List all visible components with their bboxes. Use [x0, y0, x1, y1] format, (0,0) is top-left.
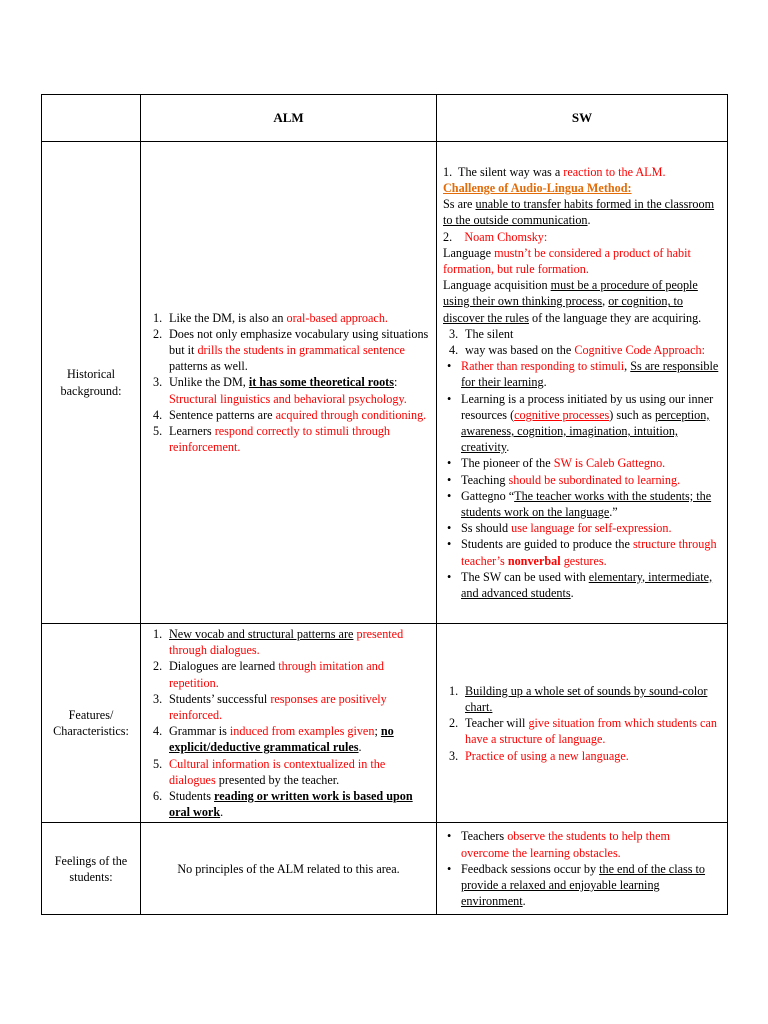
- list-item: 1. New vocab and structural patterns are presented through dialogues.: [153, 627, 404, 658]
- list-item: 5. Learners respond correctly to stimuli through reinforcement.: [153, 424, 391, 455]
- bullet-item: • Students are guided to produce the structure through teacher’s nonverbal gestures.: [447, 537, 717, 568]
- bullet-item: • Teaching should be subordinated to learning.: [447, 472, 681, 487]
- sw-historical-cell: [437, 142, 728, 624]
- list-item: 2. Dialogues are learned through imitation and repetition.: [153, 659, 384, 690]
- list-item: 2. Noam Chomsky:: [443, 229, 548, 244]
- table-row-features: [42, 624, 728, 823]
- list-item: 3. Students’ successful responses are positively reinforced.: [153, 691, 387, 723]
- list-item: 6. Students reading or written work is based upon oral work.: [153, 789, 413, 820]
- sw-features-cell: [437, 624, 728, 823]
- bullet-item: • Learning is a process initiated by us using our inner resources (cognitive processes) such as perception, awareness, cognition, imagination, intuition, creativity.: [447, 391, 714, 455]
- list-item: 5. Cultural information is contextualized in the dialogues presented by the teacher.: [153, 756, 386, 787]
- text-line: Ss are unable to transfer habits formed in the classroom to the outside communication.: [443, 197, 715, 228]
- alm-feelings-cell: No principles of the ALM related to this area.: [141, 823, 437, 915]
- bullet-icon: •: [447, 829, 452, 844]
- bullet-icon: •: [447, 488, 452, 503]
- bullet-icon: •: [447, 472, 452, 487]
- alm-historical-cell: [141, 142, 437, 624]
- bullet-item: • The SW can be used with elementary, intermediate, and advanced students.: [447, 569, 713, 601]
- bullet-item: • Gattegno “The teacher works with the students; the students work on the language.”: [447, 488, 712, 520]
- alm-features-cell: [141, 624, 437, 823]
- row-label-historical: Historical background:: [42, 142, 141, 624]
- list-item: 2. Teacher will give situation from which students can have a structure of language.: [449, 716, 717, 747]
- text-line: Language mustn’t be considered a product of habit formation, but rule formation.: [443, 245, 691, 276]
- list-item: 3. The silent: [449, 326, 514, 341]
- bullet-icon: •: [447, 537, 452, 552]
- column-header-alm: ALM: [141, 95, 437, 142]
- header-row: [42, 95, 728, 142]
- list-item: 3. Practice of using a new language.: [449, 748, 629, 763]
- list-item: 3. Unlike the DM, it has some theoretical roots: Structural linguistics and behavioral psychology.: [153, 375, 407, 406]
- bullet-icon: •: [447, 391, 452, 406]
- list-item: 1. Building up a whole set of sounds by sound-color chart.: [449, 683, 708, 714]
- row-label-feelings: Feelings of the students:: [42, 823, 141, 915]
- comparison-table: [41, 94, 728, 915]
- list-item: 1. Like the DM, is also an oral-based approach.: [153, 310, 388, 325]
- bullet-icon: •: [447, 359, 452, 374]
- bullet-icon: •: [447, 456, 452, 471]
- text-line: Language acquisition must be a procedure of people using their own thinking process, or cognition, to discover the rules of the language they are acquiring.: [443, 278, 702, 325]
- table-row-historical: [42, 142, 728, 624]
- bullet-icon: •: [447, 861, 452, 876]
- bullet-icon: •: [447, 569, 452, 584]
- bullet-item: • Teachers observe the students to help them overcome the learning obstacles.: [447, 829, 670, 860]
- sw-feelings-cell: [437, 823, 728, 915]
- bullet-item: • The pioneer of the SW is Caleb Gattegno.: [447, 456, 666, 471]
- bullet-item: • Rather than responding to stimuli, Ss are responsible for their learning.: [447, 359, 719, 390]
- list-item: 1. The silent way was a reaction to the ALM.: [443, 164, 666, 179]
- header-empty-cell: [42, 95, 141, 142]
- bullet-item: • Ss should use language for self-expression.: [447, 521, 672, 536]
- list-item: 4. Sentence patterns are acquired through conditioning.: [153, 407, 427, 422]
- bullet-icon: •: [447, 521, 452, 536]
- table-row-feelings: [42, 823, 728, 915]
- section-heading: Challenge of Audio-Lingua Method:: [443, 180, 632, 195]
- row-label-features: Features/ Characteristics:: [42, 624, 141, 823]
- list-item: 4. Grammar is induced from examples given; no explicit/deductive grammatical rules.: [153, 724, 394, 755]
- list-item: 4. way was based on the Cognitive Code Approach:: [449, 342, 705, 357]
- column-header-sw: SW: [437, 95, 728, 142]
- list-item: 2. Does not only emphasize vocabulary using situations but it drills the students in grammatical sentence patterns as well.: [153, 326, 429, 374]
- bullet-item: • Feedback sessions occur by the end of the class to provide a relaxed and enjoyable learning environment.: [447, 861, 706, 909]
